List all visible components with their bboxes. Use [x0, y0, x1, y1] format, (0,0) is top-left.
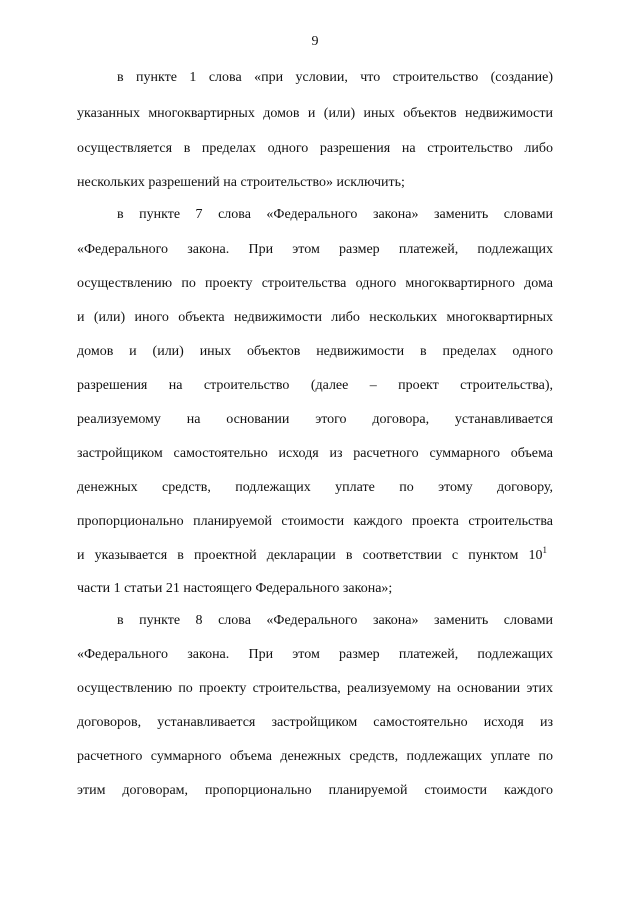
paragraph-2-line-11 [77, 546, 547, 566]
paragraph-1-line-4: нескольких разрешений на строительство» исключить; [77, 175, 405, 190]
paragraph-2-line-10: пропорционально планируемой стоимости каждого проекта строительства [77, 514, 553, 529]
page-number: 9 [311, 34, 319, 49]
paragraph-2-line-1: в пункте 7 слова «Федерального закона» заменить словами [117, 207, 553, 222]
paragraph-3-line-4: договоров, устанавливается застройщиком самостоятельно исходя из [77, 715, 553, 730]
paragraph-2-line-8: застройщиком самостоятельно исходя из расчетного суммарного объема [77, 446, 553, 461]
paragraph-2-line-12: части 1 статьи 21 настоящего Федерального закона»; [77, 581, 393, 596]
paragraph-3-line-2: «Федерального закона. При этом размер платежей, подлежащих [77, 647, 553, 662]
paragraph-1-line-2: указанных многоквартирных домов и (или) иных объектов недвижимости [77, 106, 553, 121]
paragraph-3-line-1: в пункте 8 слова «Федерального закона» заменить словами [117, 613, 553, 628]
paragraph-1-line-3: осуществляется в пределах одного разрешения на строительство либо [77, 141, 553, 156]
paragraph-2-line-4: и (или) иного объекта недвижимости либо нескольких многоквартирных [77, 310, 553, 325]
paragraph-3-line-3: осуществлению по проекту строительства, реализуемому на основании этих [77, 681, 553, 696]
paragraph-2-line-11-text: и указывается в проектной декларации в соответствии с пунктом 10 [77, 548, 543, 563]
paragraph-2-line-9: денежных средств, подлежащих уплате по этому договору, [77, 480, 553, 495]
paragraph-2-line-7: реализуемому на основании этого договора, устанавливается [77, 412, 553, 427]
paragraph-2-line-5: домов и (или) иных объектов недвижимости в пределах одного [77, 344, 553, 359]
paragraph-3-line-5: расчетного суммарного объема денежных средств, подлежащих уплате по [77, 749, 553, 764]
paragraph-2-line-6: разрешения на строительство (далее – проект строительства), [77, 378, 553, 393]
paragraph-2-line-2: «Федерального закона. При этом размер платежей, подлежащих [77, 242, 553, 257]
superscript-1: 1 [542, 545, 547, 555]
paragraph-2-line-3: осуществлению по проекту строительства одного многоквартирного дома [77, 276, 553, 291]
paragraph-1-line-1: в пункте 1 слова «при условии, что строительство (создание) [117, 70, 553, 85]
paragraph-3-line-6: этим договорам, пропорционально планируемой стоимости каждого [77, 783, 553, 798]
